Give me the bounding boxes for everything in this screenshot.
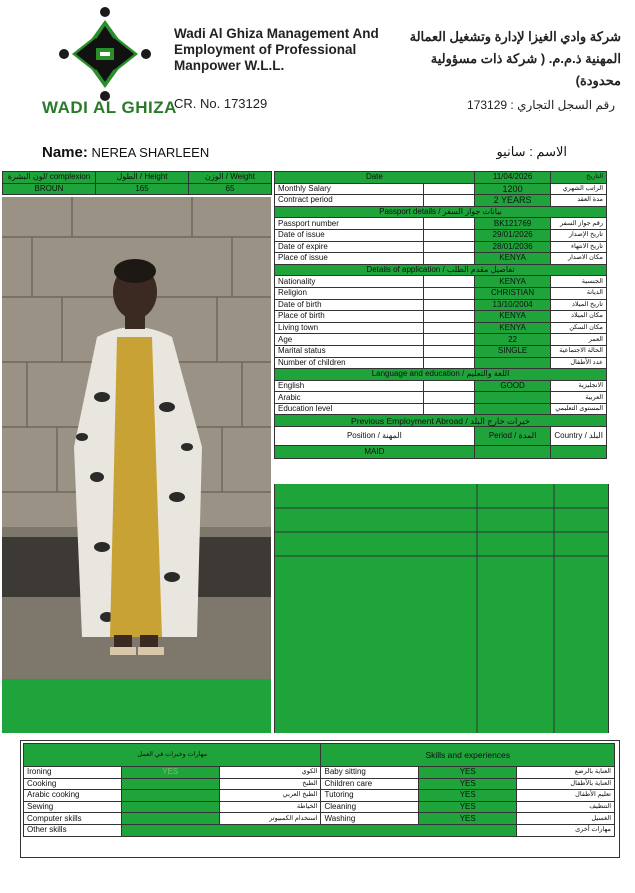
name-value: NEREA SHARLEEN (91, 145, 210, 160)
row-label: Education level (275, 403, 424, 415)
skill-value: YES (121, 767, 219, 779)
row-value: 13/10/2004 (474, 299, 551, 311)
application-row (275, 311, 607, 323)
row-label: Date of issue (275, 229, 424, 241)
cr-number-ar: رقم السجل التجاري : 173129 (467, 98, 615, 112)
skill-value (121, 813, 219, 825)
row-label-ar: تاريخ الانتهاء (551, 241, 607, 253)
skill-label-ar: تعليم الأطفال (517, 790, 615, 802)
skill-label-ar: الطبخ العربي (219, 790, 321, 802)
applicant-photo (2, 197, 271, 679)
row-value: BK121769 (474, 218, 551, 230)
skill-value: YES (419, 813, 517, 825)
row-value: 28/01/2036 (474, 241, 551, 253)
row-value: KENYA (474, 311, 551, 323)
skill-value (121, 790, 219, 802)
skill-label: Children care (321, 778, 419, 790)
employment-history-area (274, 484, 609, 733)
row-value: KENYA (474, 276, 551, 288)
passport-row (275, 229, 607, 241)
application-row (275, 287, 607, 299)
language-row (275, 380, 607, 392)
row-value: GOOD (474, 380, 551, 392)
skills-row (24, 767, 615, 779)
company-name-ar: شركة وادي الغيزا لإدارة وتشغيل العمالة المهنية ذ.م.م. ( شركة ذات مسؤولية محدودة) (409, 29, 621, 88)
language-section-header: Language and education / اللغة والتعليم (275, 369, 607, 381)
row-label-ar: مكان الاصدار (551, 253, 607, 265)
date-label-ar: التاريخ (551, 172, 607, 184)
row-label: Marital status (275, 345, 424, 357)
row-value: CHRISTIAN (474, 287, 551, 299)
application-row (275, 276, 607, 288)
skill-value: YES (419, 790, 517, 802)
row-label-ar: مكان السكن (551, 322, 607, 334)
skill-label: Tutoring (321, 790, 419, 802)
application-row (275, 357, 607, 369)
complexion-label: complexion /لون البشرة (3, 172, 96, 184)
skills-row (24, 790, 615, 802)
skill-value: YES (419, 767, 517, 779)
row-label-ar: عدد الأطفال (551, 357, 607, 369)
skills-row (24, 778, 615, 790)
skill-label-ar: العناية بالأطفال (517, 778, 615, 790)
position-value: MAID (275, 446, 475, 459)
row-label: English (275, 380, 424, 392)
photo-footer-band (2, 679, 271, 733)
skill-label-ar: الكوي (219, 767, 321, 779)
skill-value: YES (419, 801, 517, 813)
other-skills-label-ar: مهارات أخرى (517, 824, 615, 836)
skill-label-ar: استخدام الكمبيوتر (219, 813, 321, 825)
complexion-value: BROUN (3, 183, 96, 195)
passport-row (275, 218, 607, 230)
skill-label: Ironing (24, 767, 122, 779)
skills-row (24, 801, 615, 813)
name-line-ar (496, 144, 567, 160)
skill-label: Cleaning (321, 801, 419, 813)
date-label: Date (275, 172, 475, 184)
name-label: Name: (42, 144, 88, 161)
row-label: Passport number (275, 218, 424, 230)
period-column-header: Period / المدة (474, 427, 551, 446)
weight-label: Weight / الوزن (189, 172, 272, 184)
row-label: Place of birth (275, 311, 424, 323)
name-value-ar: سانيو (496, 144, 526, 159)
skill-value (121, 778, 219, 790)
name-line (42, 144, 209, 161)
row-label: Religion (275, 287, 424, 299)
skill-label-ar: الغسيل (517, 813, 615, 825)
skill-label: Arabic cooking (24, 790, 122, 802)
row-value (474, 403, 551, 415)
skill-label-ar: العناية بالرضع (517, 767, 615, 779)
row-label-ar: العربية (551, 392, 607, 404)
weight-value: 65 (189, 183, 272, 195)
row-value: 22 (474, 334, 551, 346)
other-skills-label: Other skills (24, 824, 122, 836)
passport-row (275, 253, 607, 265)
row-label-ar: مكان الميلاد (551, 311, 607, 323)
row-label-ar: رقم جواز السفر (551, 218, 607, 230)
row-label-ar: تاريخ الميلاد (551, 299, 607, 311)
details-table (274, 171, 607, 459)
row-label-ar: العمر (551, 334, 607, 346)
row-label: Date of expire (275, 241, 424, 253)
contract-value: 2 YEARS (474, 195, 551, 207)
application-row (275, 299, 607, 311)
passport-row (275, 241, 607, 253)
row-label-ar: الانجليزية (551, 380, 607, 392)
skill-label: Baby sitting (321, 767, 419, 779)
height-label: Height / الطول (96, 172, 189, 184)
row-value (474, 392, 551, 404)
company-name-en: Wadi Al Ghiza Management And Employment of Professional Manpower W.L.L. (174, 26, 379, 73)
country-column-header: Country / البلد (551, 427, 607, 446)
contract-label-ar: مدة العقد (551, 195, 607, 207)
row-label: Number of children (275, 357, 424, 369)
application-row (275, 322, 607, 334)
skills-row (24, 813, 615, 825)
row-value (474, 357, 551, 369)
passport-section-header: Passport details / بيانات جواز السفر (275, 206, 607, 218)
row-label-ar: الجنسية (551, 276, 607, 288)
physical-table (2, 171, 272, 195)
row-label-ar: الديانة (551, 287, 607, 299)
skill-value: YES (419, 778, 517, 790)
row-label: Place of issue (275, 253, 424, 265)
salary-value: 1200 (474, 183, 551, 195)
skills-title-ar: مهارات وخبرات في العمل (24, 744, 321, 767)
row-value: SINGLE (474, 345, 551, 357)
application-row (275, 334, 607, 346)
row-label: Age (275, 334, 424, 346)
row-label-ar: المستوى التعليمي (551, 403, 607, 415)
skill-value (121, 801, 219, 813)
application-row (275, 345, 607, 357)
row-label: Date of birth (275, 299, 424, 311)
row-value: KENYA (474, 253, 551, 265)
row-value: 29/01/2026 (474, 229, 551, 241)
row-value: KENYA (474, 322, 551, 334)
skill-label-ar: الخياطة (219, 801, 321, 813)
date-value: 11/04/2026 (474, 172, 551, 184)
name-label-ar: الاسم : (529, 144, 567, 159)
row-label-ar: تاريخ الإصدار (551, 229, 607, 241)
row-label: Arabic (275, 392, 424, 404)
salary-label: Monthly Salary (275, 183, 424, 195)
row-label: Nationality (275, 276, 424, 288)
cr-number-en: CR. No. 173129 (174, 96, 268, 111)
skill-label-ar: الطبخ (219, 778, 321, 790)
employment-grid-lines (275, 484, 608, 733)
row-label-ar: الحالة الاجتماعية (551, 345, 607, 357)
other-skills-row (24, 824, 615, 836)
skill-label-ar: التنظيف (517, 801, 615, 813)
skill-label: Computer skills (24, 813, 122, 825)
position-column-header: Position / المهنة (275, 427, 475, 446)
employment-section-header: Previous Employment Abroad / خبرات خارج البلد (275, 415, 607, 427)
language-row (275, 392, 607, 404)
height-value: 165 (96, 183, 189, 195)
application-section-header: Details of application / تفاصيل مقدم الطلب (275, 264, 607, 276)
row-label: Living town (275, 322, 424, 334)
skill-label: Sewing (24, 801, 122, 813)
skills-table (23, 743, 615, 837)
contract-label: Contract period (275, 195, 424, 207)
salary-label-ar: الراتب الشهري (551, 183, 607, 195)
photo-illustration (2, 197, 271, 679)
brand-name: WADI AL GHIZA (42, 98, 177, 117)
skill-label: Cooking (24, 778, 122, 790)
language-row (275, 403, 607, 415)
skill-label: Washing (321, 813, 419, 825)
skills-title: Skills and experiences (321, 744, 615, 767)
